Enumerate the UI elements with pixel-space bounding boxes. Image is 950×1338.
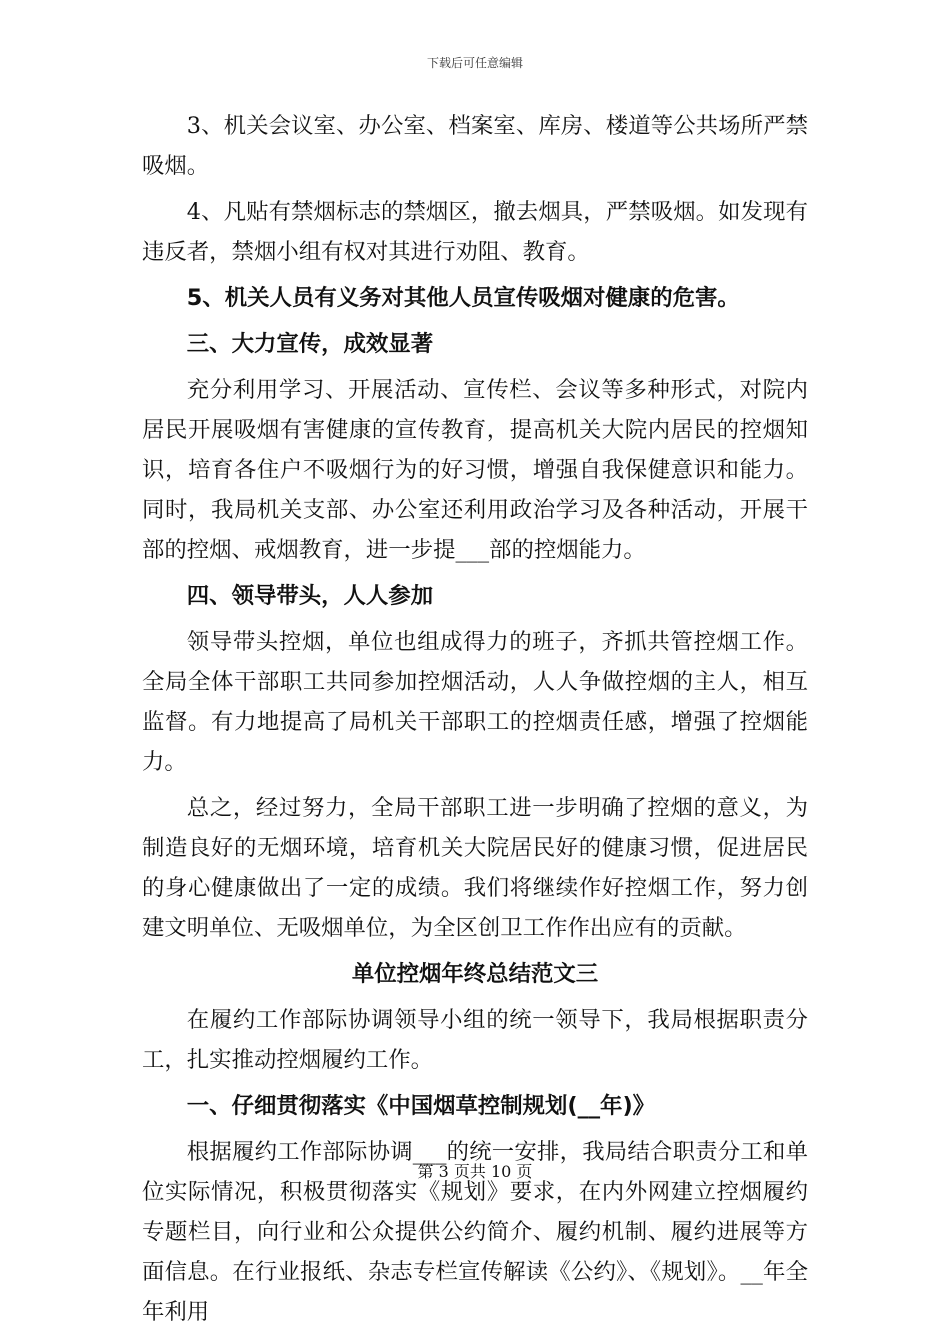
intro-paragraph: 在履约工作部际协调领导小组的统一领导下，我局根据职责分工，扎实推动控烟履约工作。 [142,1007,808,1073]
page-footer: 第 3 页共 10 页 [417,1162,533,1181]
section-1-body: 根据履约工作部际协调___的统一安排，我局结合职责分工和单位实际情况，积极贯彻落实《规划》要求，在内外网建立控烟履约专题栏目，向行业和公众提供公约简介、履约机制、履约进展等方面信息。在行业报纸、杂志专栏宣传解读《公约》、《规划》。__年全年利用 [142,1139,808,1325]
section-heading-4: 四、领导带头，人人参加 [186,583,434,609]
rule-paragraph-5: 5、机关人员有义务对其他人员宣传吸烟对健康的危害。 [186,285,740,311]
section-4-body: 领导带头控烟，单位也组成得力的班子，齐抓共管控烟工作。全局全体干部职工共同参加控烟活动，人人争做控烟的主人，相互监督。有力地提高了局机关干部职工的控烟责任感，增强了控烟能力。 [142,629,808,775]
section-3-body: 充分利用学习、开展活动、宣传栏、会议等多种形式，对院内居民开展吸烟有害健康的宣传教育，提高机关大院内居民的控烟知识，培育各住户不吸烟行为的好习惯，增强自我保健意识和能力。同时，我局机关支部、办公室还利用政治学习及各种活动，开展干部的控烟、戒烟教育，进一步提___部的控烟能力。 [142,377,808,563]
document-body [142,106,808,1338]
section-heading-3: 三、大力宣传，成效显著 [186,331,434,357]
rule-paragraph-4: 4、凡贴有禁烟标志的禁烟区，撤去烟具，严禁吸烟。如发现有违反者，禁烟小组有权对其进行劝阻、教育。 [142,199,808,265]
article-title: 单位控烟年终总结范文三 [351,961,599,987]
summary-paragraph: 总之，经过努力，全局干部职工进一步明确了控烟的意义，为制造良好的无烟环境，培育机关大院居民好的健康习惯，促进居民的身心健康做出了一定的成绩。我们将继续作好控烟工作，努力创建文明单位、无吸烟单位，为全区创卫工作作出应有的贡献。 [142,795,808,941]
page-header: 下载后可任意编辑 [426,56,523,70]
rule-paragraph-3: 3、机关会议室、办公室、档案室、库房、楼道等公共场所严禁吸烟。 [142,113,808,179]
section-heading-1: 一、仔细贯彻落实《中国烟草控制规划(__年)》 [186,1093,656,1119]
